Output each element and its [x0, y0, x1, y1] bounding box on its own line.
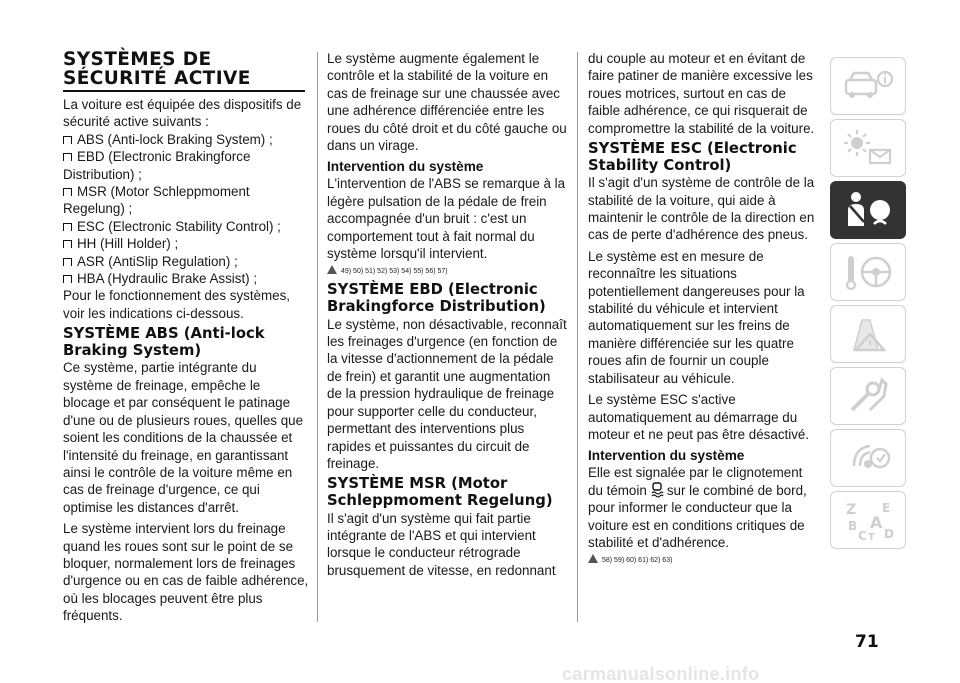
abs-paragraph-2: Le système intervient lors du freinage quand les roues sont sur le point de se bloquer, normalement lors de freinages d'urgence ou en cas de faible adhérence, où les blocages peuvent être plus fréquents.: [63, 521, 309, 624]
tab-car-info[interactable]: [830, 57, 906, 115]
tab-emergency[interactable]: [830, 305, 906, 363]
esc-intervention-subtitle: Intervention du système: [588, 448, 745, 464]
bullet-box-icon: [63, 136, 72, 144]
esc-title: SYSTÈME ESC (Electronic Stability Control): [588, 140, 797, 174]
systems-list-item: [63, 183, 309, 218]
tab-lights-messages[interactable]: [830, 119, 906, 177]
warning-icon: [588, 554, 598, 563]
column-divider-2: [577, 52, 578, 622]
warning-references: [327, 265, 567, 278]
bullet-box-icon: [63, 153, 72, 161]
esc-paragraph-3: Le système ESC s'active automatiquement au démarrage du moteur et ne peut pas être désactivé.: [588, 392, 810, 442]
index-letters-icon: [840, 498, 896, 542]
systems-list-item: [63, 270, 309, 287]
title-rule: [63, 90, 305, 92]
abs-intervention-paragraph: L'intervention de l'ABS se remarque à la légère pulsation de la pédale de frein accompagnée d'un bruit : c'est un comportement tout à fait normal du système lorsqu'il intervient.: [327, 176, 566, 262]
abs-paragraph-3: Le système augmente également le contrôle et la stabilité de la voiture en cas de freinage sur une chaussée avec une adhérence différenciée entre les roues du côté droit et du côté gauche ou dans un virage.: [327, 51, 567, 154]
tab-maintenance[interactable]: [830, 367, 906, 425]
media-settings-icon: [840, 436, 896, 480]
section-title-line1: SYSTÈMES DE: [63, 49, 212, 70]
systems-list-item-label: HH (Hill Holder) ;: [77, 236, 179, 252]
msr-paragraph: Il s'agit d'un système qui fait partie intégrante de l'ABS et qui intervient lorsque le conducteur rétrograde brusquement de vitesse, en redonnant: [327, 510, 556, 578]
tab-index[interactable]: [830, 491, 906, 549]
column-2: [327, 50, 567, 579]
systems-list-item: [63, 218, 309, 235]
ebd-paragraph: Le système, non désactivable, reconnaît les freinages d'urgence (en fonction de la vitesse d'actionnement de la pédale de frein) et garantit une augmentation de la pression hydraulique de freinage pour supporter celle du conducteur, permettant des interventions plus rapides et puissantes du circuit de freinage.: [327, 316, 567, 471]
index-letter-z: Z: [846, 502, 857, 518]
ebd-title: SYSTÈME EBD (Electronic Brakingforce Distribution): [327, 281, 546, 316]
index-letter-d: D: [884, 527, 894, 541]
systems-list-item-label: MSR (Motor Schleppmoment Regelung) ;: [63, 184, 250, 217]
intervention-subtitle: Intervention du système: [327, 159, 484, 175]
systems-list-item-label: ASR (AntiSlip Regulation) ;: [77, 253, 238, 269]
bullet-box-icon: [63, 258, 72, 266]
bullet-box-icon: [63, 223, 72, 231]
esc-refs-text: 58) 59) 60) 61) 62) 63): [602, 557, 673, 565]
tools-icon: [840, 374, 896, 418]
systems-list: [63, 131, 309, 288]
systems-list-item: [63, 253, 309, 270]
tab-starting-driving[interactable]: [830, 243, 906, 301]
esc-warning-light-icon: [650, 482, 664, 498]
systems-list-item: [63, 131, 309, 148]
intro-paragraph: La voiture est équipée des dispositifs de sécurité active suivants :: [63, 97, 302, 130]
column-1: [63, 50, 309, 625]
warning-road-icon: [840, 312, 896, 356]
column-3: [588, 50, 820, 570]
esc-paragraph-1: Il s'agit d'un système de contrôle de la stabilité de la voiture, qui aide à maintenir le contrôle de la direction en cas de perte d'adhérence des pneus.: [588, 175, 815, 243]
msr-title: SYSTÈME MSR (Motor Schleppmoment Regelung): [327, 475, 553, 509]
index-letter-b: B: [848, 519, 858, 533]
index-letter-e: E: [882, 501, 891, 515]
seatbelt-airbag-icon: [840, 188, 896, 232]
section-title-line2: SÉCURITÉ ACTIVE: [63, 68, 251, 89]
esc-intervention-paragraph: [588, 464, 820, 551]
systems-list-item-label: ESC (Electronic Stability Control) ;: [77, 218, 281, 234]
bullet-box-icon: [63, 240, 72, 248]
warning-icon: [327, 265, 337, 274]
outro-paragraph: Pour le fonctionnement des systèmes, voir les indications ci-dessous.: [63, 288, 291, 321]
esc-intervention-text-b: sur le combiné de bord, pour informer le conducteur que la voiture est en conditions critiques de stabilité et d'adhérence.: [588, 482, 807, 550]
index-letter-a: A: [870, 513, 883, 532]
column-divider-1: [317, 52, 318, 622]
sun-message-icon: [840, 126, 896, 170]
page-number: 71: [855, 632, 879, 652]
esc-paragraph-2: Le système est en mesure de reconnaître les situations potentiellement dangereuses pour la stabilité du véhicule et intervient automatiquement sur les freins de manière différenciée sur les quatre roues afin de fournir un couple stabilisateur au véhicule.: [588, 248, 805, 386]
tab-safety[interactable]: [830, 181, 906, 239]
msr-paragraph-cont: du couple au moteur et en évitant de faire patiner de manière excessive les roues motrices, surtout en cas de faible adhérence, ce qui risquerait de compromettre la stabilité de la voiture.: [588, 51, 815, 136]
esc-warning-references: [588, 554, 820, 567]
systems-list-item-label: ABS (Anti-lock Braking System) ;: [77, 131, 273, 147]
index-letter-c: C: [858, 529, 867, 542]
warning-refs-text: 49) 50) 51) 52) 53) 54) 55) 56) 57): [341, 268, 448, 276]
abs-title: SYSTÈME ABS (Anti-lock Braking System): [63, 325, 265, 359]
systems-list-item-label: HBA (Hydraulic Brake Assist) ;: [77, 271, 258, 287]
tab-multimedia[interactable]: [830, 429, 906, 487]
abs-paragraph-1: Ce système, partie intégrante du système de freinage, empêche le blocage et par conséquent le patinage d'une ou de plusieurs roues, quelles que soient les conditions de la chaussée et l'intensité du freinage, en garantissant ainsi le contrôle de la voiture même en cas de freinage d'urgence, ce qui optimise les distances d'arrêt.: [63, 360, 304, 515]
index-letter-t: T: [868, 532, 875, 542]
esc-intervention-text-a: Elle est signalée par le clignotement du témoin: [588, 465, 803, 498]
key-steering-icon: [840, 250, 896, 294]
chapter-tabs: [830, 57, 910, 553]
systems-list-item: [63, 235, 309, 252]
systems-list-item: [63, 148, 309, 183]
systems-list-item-label: EBD (Electronic Brakingforce Distribution) ;: [63, 149, 251, 182]
bullet-box-icon: [63, 188, 72, 196]
bullet-box-icon: [63, 275, 72, 283]
car-info-icon: [840, 64, 896, 108]
watermark: carmanualsonline.info: [562, 664, 760, 683]
